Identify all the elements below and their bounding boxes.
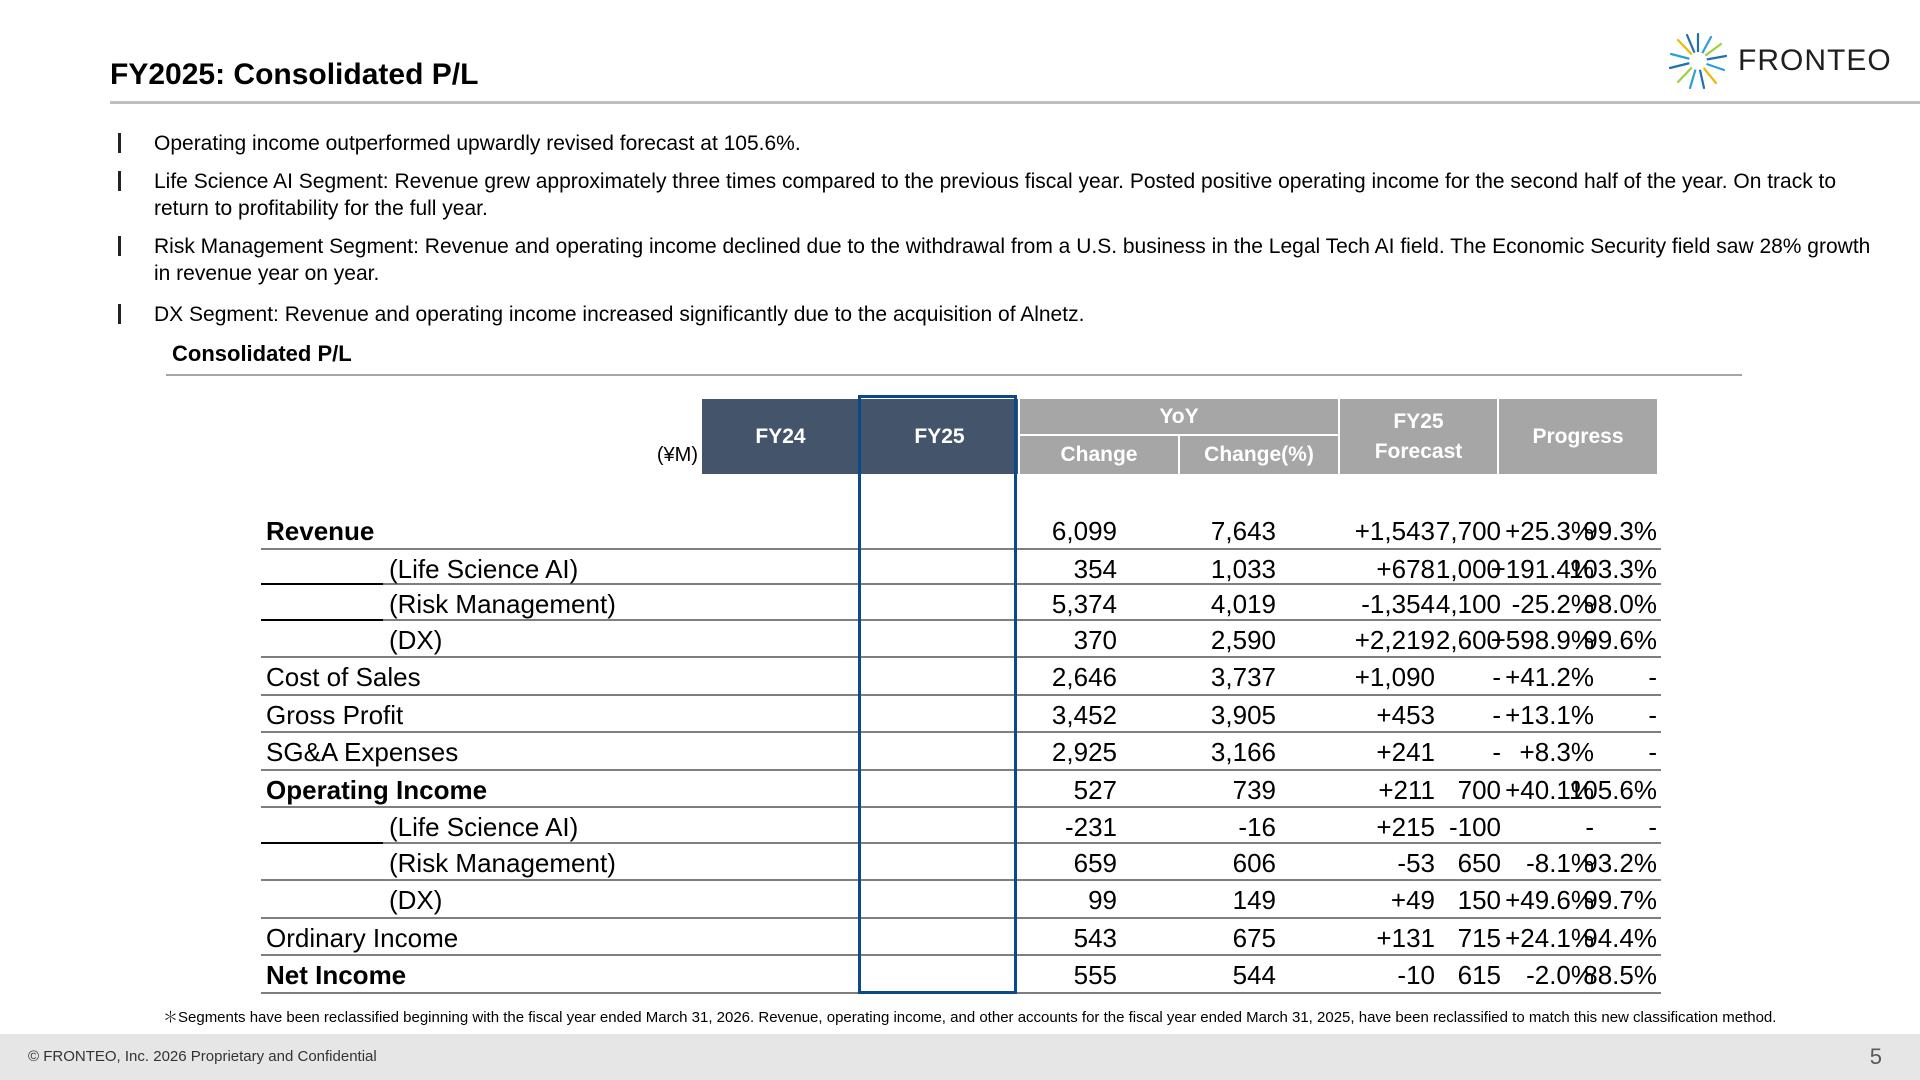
table-row [261,733,1661,771]
row-label: SG&A Expenses [266,737,459,767]
starburst-logo-icon [1666,30,1730,92]
cell-progress: 99.6% [1583,624,1657,655]
unit-label: (¥M) [656,444,698,466]
cell-change-pct: +41.2% [1505,662,1594,692]
cell-progress: - [1648,699,1657,730]
bullet-item [118,233,1878,287]
cell-forecast: - [1492,737,1501,767]
cell-progress: - [1648,662,1657,692]
header-change: Change [1020,436,1178,474]
cell-forecast: 650 [1457,847,1501,878]
header-change-pct: Change(%) [1180,436,1338,474]
cell-fy24: 2,925 [1051,737,1117,767]
cell-progress: - [1648,812,1657,842]
cell-change: +2,219 [1354,624,1435,655]
cell-fy24: 2,646 [1051,662,1117,692]
cell-change: +453 [1376,699,1435,730]
row-label: Ordinary Income [266,922,459,953]
cell-change: -53 [1397,847,1435,878]
cell-progress: 99.3% [1583,516,1657,546]
cell-fy25: 3,166 [1210,737,1276,767]
cell-forecast: 150 [1457,885,1501,915]
cell-fy25: 4,019 [1210,589,1276,619]
cell-forecast: 2,600 [1435,624,1501,655]
table-row [261,512,1661,550]
cell-change-pct: +24.1% [1505,922,1594,953]
header-fy25: FY25 [861,399,1018,474]
cell-change-pct: +8.3% [1519,737,1594,767]
cell-progress: 94.4% [1583,922,1657,953]
bullet-text: Risk Management Segment: Revenue and operating income declined due to the withdrawal from a U.S. business in the Legal Tech AI field. The Economic Security field saw 28% growth in revenue year on year. [154,235,1871,285]
row-label: Revenue [266,516,375,546]
bullet-marker [118,304,121,324]
table-row [261,550,1661,586]
table-row [261,621,1661,659]
cell-fy25: 149 [1232,885,1276,915]
cell-change: +241 [1376,737,1435,767]
slide-title: FY2025: Consolidated P/L [110,58,479,91]
footnote: ＊Segments have been reclassified beginning with the fiscal year ended March 31, 2026. Revenue, operating income, and other accounts for the fiscal year ended March 31, 2025, have been reclassified to match this new classification method. [163,1009,1777,1026]
cell-forecast: 715 [1457,922,1501,953]
header-forecast-line2: Forecast [1374,439,1463,463]
row-label: Net Income [266,960,407,990]
bullet-item [118,301,1878,328]
copyright-text: © FRONTEO, Inc. 2026 Proprietary and Confidential [28,1048,377,1065]
cell-fy25: -16 [1238,812,1276,842]
cell-fy24: 370 [1073,624,1117,655]
section-divider [166,374,1742,376]
header-fy24: FY24 [702,399,859,474]
table-row [261,881,1661,919]
cell-fy25: 1,033 [1210,553,1276,584]
cell-progress: 105.6% [1568,774,1657,805]
bullet-marker [118,236,121,256]
page-number: 5 [1869,1044,1882,1069]
cell-change-pct: - [1585,812,1594,842]
header-forecast-line1: FY25 [1393,409,1444,433]
cell-fy24: 99 [1088,885,1117,915]
cell-fy24: 354 [1073,553,1117,584]
cell-change: +215 [1376,812,1435,842]
cell-change-pct: +13.1% [1505,699,1594,730]
bullet-text: DX Segment: Revenue and operating income increased significantly due to the acquisition of Alnetz. [154,303,1085,326]
cell-progress: 103.3% [1568,553,1657,584]
cell-progress: 88.5% [1583,960,1657,990]
cell-change: +1,090 [1354,662,1435,692]
cell-forecast: 4,100 [1435,589,1501,619]
cell-fy24: 543 [1073,922,1117,953]
row-label: (Risk Management) [389,589,616,619]
cell-change: +1,543 [1354,516,1435,546]
cell-change: +678 [1376,553,1435,584]
footer-bar [0,1034,1920,1080]
cell-forecast: - [1492,662,1501,692]
title-divider [110,101,1920,104]
cell-fy25: 2,590 [1210,624,1276,655]
fronteo-logo [1666,30,1906,92]
row-label: Operating Income [266,774,488,805]
cell-forecast: 1,000 [1435,553,1501,584]
cell-fy24: 555 [1073,960,1117,990]
cell-change-pct: +191.4% [1490,553,1594,584]
row-label: (Risk Management) [389,847,616,878]
cell-fy25: 544 [1232,960,1276,990]
cell-change-pct: +49.6% [1505,885,1594,915]
cell-fy24: -231 [1064,812,1117,842]
cell-change-pct: +40.1% [1505,774,1594,805]
cell-change: +131 [1376,922,1435,953]
table-row [261,658,1661,696]
table-row [261,585,1661,621]
bullet-item [118,130,1878,157]
row-label: (DX) [389,624,443,655]
header-fy25-forecast [1340,399,1497,474]
cell-fy24: 3,452 [1051,699,1117,730]
cell-progress: - [1648,737,1657,767]
table-row [261,771,1661,809]
cell-progress: 98.0% [1583,589,1657,619]
bullet-item [118,168,1878,222]
cell-fy25: 3,737 [1210,662,1276,692]
table-row [261,844,1661,882]
table-row [261,956,1661,994]
cell-fy25: 3,905 [1210,699,1276,730]
cell-forecast: - [1492,699,1501,730]
cell-fy25: 606 [1232,847,1276,878]
row-label: (Life Science AI) [389,812,579,842]
cell-fy24: 6,099 [1051,516,1117,546]
cell-change-pct: -8.1% [1526,847,1594,878]
cell-forecast: 7,700 [1435,516,1501,546]
header-yoy: YoY [1020,399,1338,434]
cell-change-pct: +25.3% [1505,516,1594,546]
summary-bullets [118,130,1878,339]
table-row [261,919,1661,957]
section-title: Consolidated P/L [172,341,352,366]
logo-wordmark: FRONTEO [1738,44,1892,77]
cell-change-pct: +598.9% [1490,624,1594,655]
cell-fy25: 739 [1232,774,1276,805]
cell-change: -10 [1397,960,1435,990]
cell-fy24: 5,374 [1051,589,1117,619]
table-row [261,696,1661,734]
bullet-marker [118,171,121,191]
cell-change: +211 [1378,774,1435,805]
row-label: (Life Science AI) [389,553,579,584]
cell-forecast: 700 [1457,774,1501,805]
cell-fy25: 675 [1232,922,1276,953]
cell-forecast: -100 [1448,812,1501,842]
cell-change-pct: -2.0% [1526,960,1594,990]
cell-change: +49 [1390,885,1435,915]
bullet-text: Operating income outperformed upwardly revised forecast at 105.6%. [154,132,801,155]
cell-progress: 93.2% [1583,847,1657,878]
bullet-marker [118,133,121,153]
pl-table [261,512,1661,994]
table-row [261,808,1661,844]
cell-progress: 99.7% [1583,885,1657,915]
bullet-text: Life Science AI Segment: Revenue grew approximately three times compared to the previous fiscal year. Posted positive operating income for the second half of the year. On track to return to profitability for the full year. [154,170,1837,220]
row-label: Gross Profit [266,699,404,730]
row-label: Cost of Sales [266,662,421,692]
cell-fy24: 659 [1073,847,1117,878]
cell-change-pct: -25.2% [1511,589,1594,619]
cell-forecast: 615 [1457,960,1501,990]
cell-fy25: 7,643 [1210,516,1276,546]
cell-fy24: 527 [1073,774,1117,805]
header-progress: Progress [1499,399,1657,474]
cell-change: -1,354 [1361,589,1435,619]
row-label: (DX) [389,885,443,915]
